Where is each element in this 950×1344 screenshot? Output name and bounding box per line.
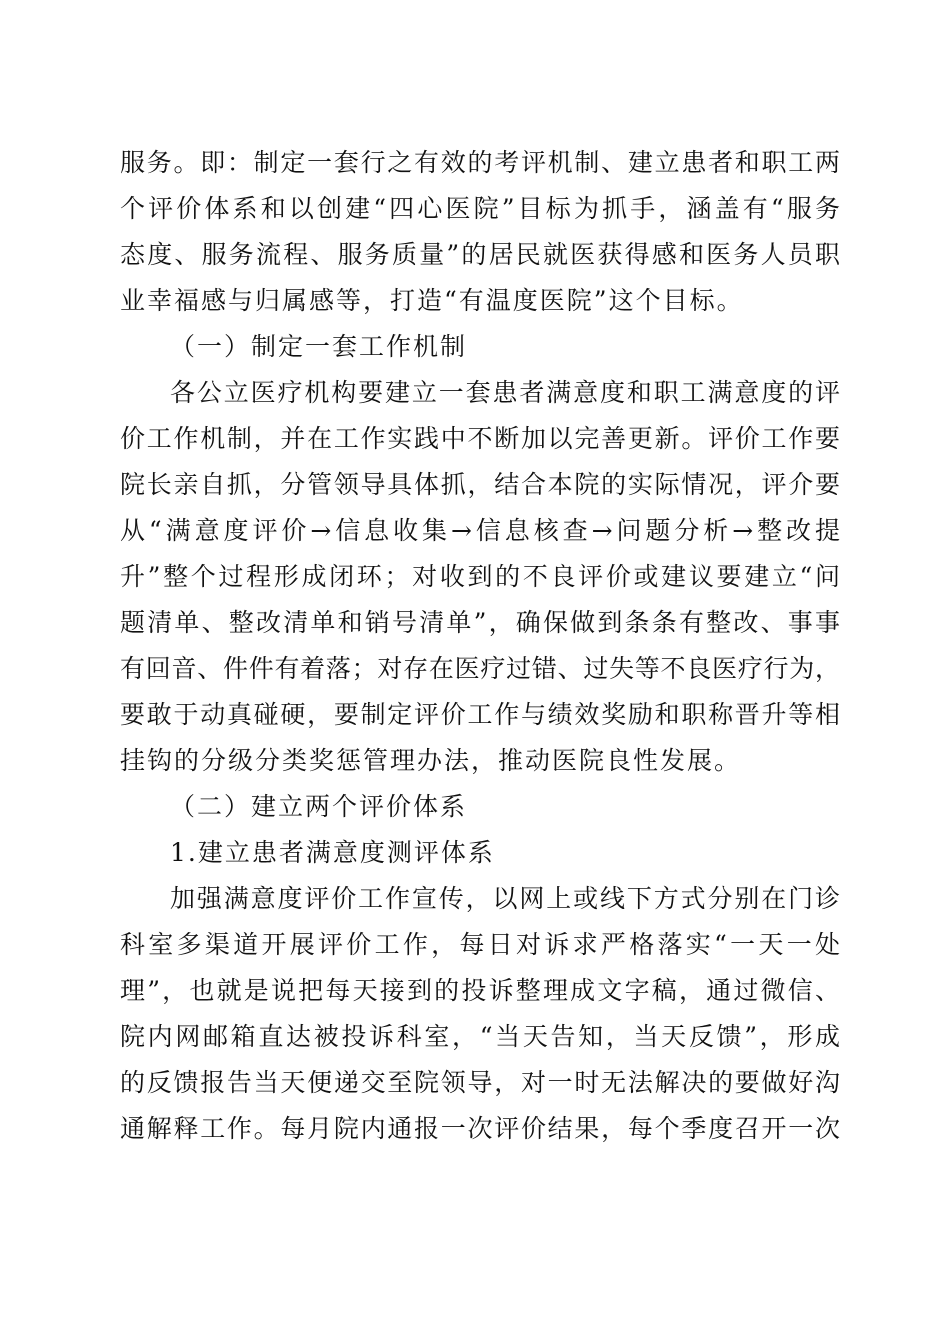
section-heading: （二）建立两个评价体系 bbox=[170, 792, 468, 821]
paragraph-line: 挂钩的分级分类奖惩管理办法，推动医院良性发展。 bbox=[120, 746, 742, 775]
paragraph-line: 通解释工作。每月院内通报一次评价结果，每个季度召开一次 bbox=[120, 1114, 840, 1143]
paragraph-line: 态度、服务流程、服务质量”的居民就医获得感和医务人员职 bbox=[120, 240, 840, 269]
paragraph-line: 理”，也就是说把每天接到的投诉整理成文字稿，通过微信、 bbox=[120, 976, 840, 1005]
paragraph-line: 各公立医疗机构要建立一套患者满意度和职工满意度的评 bbox=[170, 378, 840, 407]
paragraph-line: 业幸福感与归属感等，打造“有温度医院”这个目标。 bbox=[120, 286, 744, 315]
subsection-heading: 1.建立患者满意度测评体系 bbox=[170, 838, 495, 867]
paragraph-line: 有回音、件件有着落；对存在医疗过错、过失等不良医疗行为， bbox=[120, 654, 840, 683]
section-heading: （一）制定一套工作机制 bbox=[170, 332, 468, 361]
paragraph-line: 从“满意度评价→信息收集→信息核查→问题分析→整改提 bbox=[120, 516, 840, 545]
paragraph-line: 的反馈报告当天便递交至院领导，对一时无法解决的要做好沟 bbox=[120, 1068, 840, 1097]
paragraph-line: 个评价体系和以创建“四心医院”目标为抓手，涵盖有“服务 bbox=[120, 194, 840, 223]
paragraph-line: 题清单、整改清单和销号清单”，确保做到条条有整改、事事 bbox=[120, 608, 840, 637]
paragraph-line: 升”整个过程形成闭环；对收到的不良评价或建议要建立“问 bbox=[120, 562, 840, 591]
paragraph-line: 科室多渠道开展评价工作，每日对诉求严格落实“一天一处 bbox=[120, 930, 840, 959]
paragraph-line: 院长亲自抓，分管领导具体抓，结合本院的实际情况，评介要 bbox=[120, 470, 840, 499]
paragraph-line: 要敢于动真碰硬，要制定评价工作与绩效奖励和职称晋升等相 bbox=[120, 700, 840, 729]
paragraph-line: 院内网邮箱直达被投诉科室，“当天告知，当天反馈”，形成 bbox=[120, 1022, 840, 1051]
paragraph-line: 加强满意度评价工作宣传，以网上或线下方式分别在门诊 bbox=[170, 884, 840, 913]
paragraph-line: 价工作机制，并在工作实践中不断加以完善更新。评价工作要 bbox=[120, 424, 840, 453]
paragraph-line: 服务。即：制定一套行之有效的考评机制、建立患者和职工两 bbox=[120, 148, 840, 177]
